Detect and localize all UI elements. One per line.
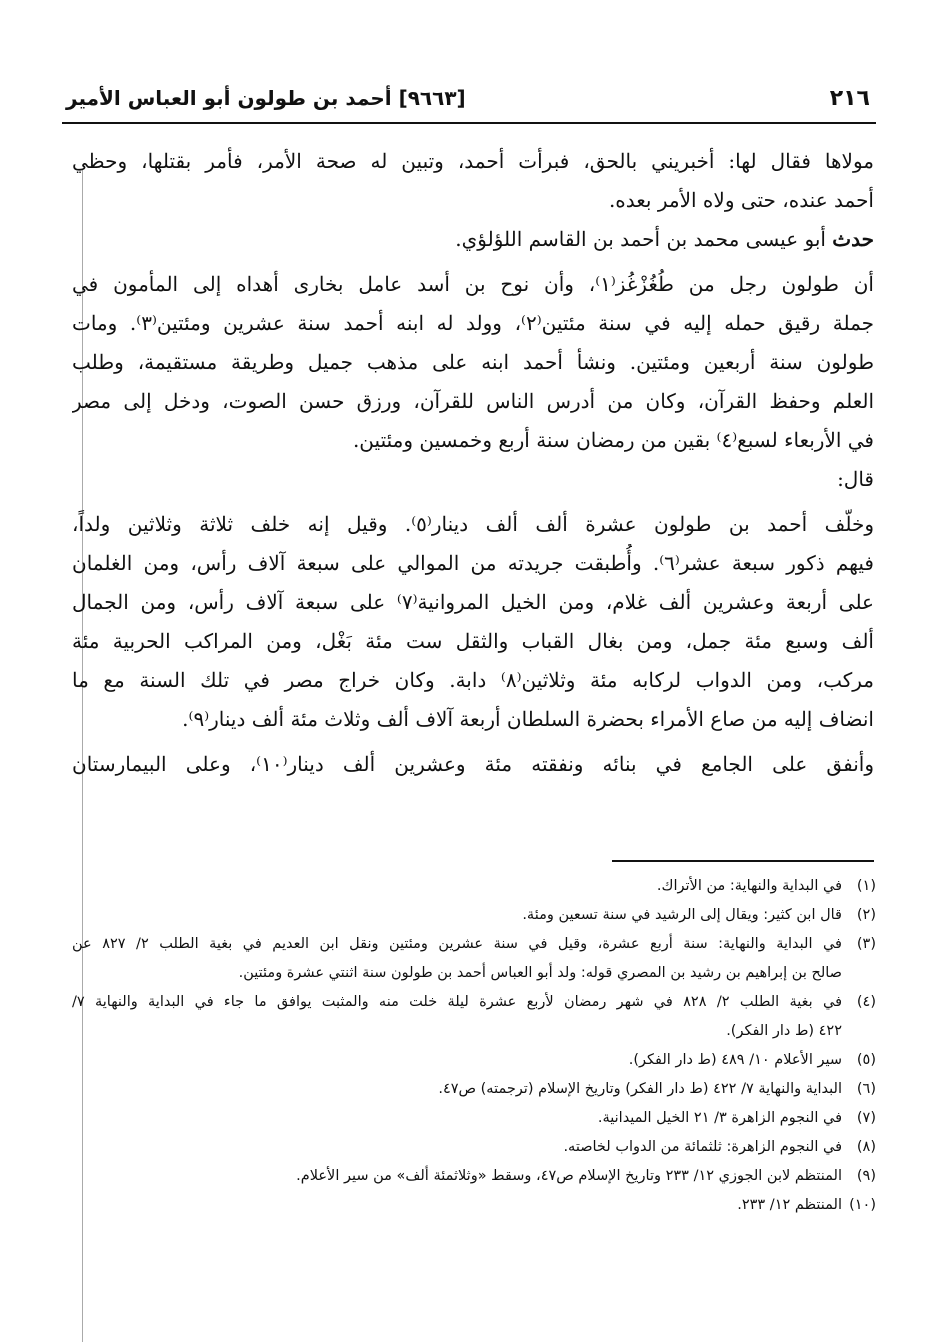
footnote-text: صالح بن إبراهيم بن رشيد بن المصري قوله: ولد أبو العباس أحمد بن طولون سنة اثنتي عشرة ومئتين. — [238, 965, 842, 981]
page-number: ٢١٦ — [829, 86, 870, 111]
footnote-8 — [72, 1133, 876, 1162]
footnote-text: في بغية الطلب ٢/ ٨٢٨ في شهر رمضان لأربع عشرة ليلة خلت منه والمثبت يوافق ما جاء في البداية والنهاية ٧/ — [72, 994, 842, 1010]
text-line: جملة رقيق حمله إليه في سنة مئتين⁽٢⁾، وولد له ابنه أحمد سنة عشرين ومئتين⁽٣⁾. ومات — [72, 311, 874, 335]
qala-line: قال: — [837, 467, 874, 491]
footnote-9 — [72, 1162, 876, 1191]
footnote-rule — [612, 860, 874, 862]
text-line: في الأربعاء لسبع⁽٤⁾ بقين من رمضان سنة أربع وخمسين ومئتين. — [352, 428, 874, 452]
footnote-text: المنتظم لابن الجوزي ١٢/ ٢٣٣ وتاريخ الإسلام ص٤٧، وسقط «وثلاثمئة ألف» من سير الأعلام. — [296, 1168, 842, 1184]
footnote-number: (٧) — [856, 1110, 876, 1126]
footnote-number: (٩) — [856, 1168, 876, 1184]
footnote-number: (١٠) — [849, 1197, 876, 1213]
paragraph-3 — [72, 505, 874, 739]
text-line: مركب، ومن الدواب لركابه مئة وثلاثين⁽٨⁾ دابة. وكان خراج مصر في تلك السنة مع ما — [72, 668, 874, 692]
header-rule — [62, 122, 876, 124]
footnote-number: (١) — [856, 878, 876, 894]
footnote-text: البداية والنهاية ٧/ ٤٢٢ (ط دار الفكر) وتاريخ الإسلام (ترجمته) ص٤٧. — [438, 1081, 842, 1097]
footnote-4 — [72, 988, 876, 1046]
running-head: [٩٦٦٣] أحمد بن طولون أبو العباس الأمير — [66, 86, 466, 110]
text-line: وأنفق على الجامع في بنائه ونفقته مئة وعشرين ألف دينار⁽١٠⁾، وعلى البيمارستان — [72, 752, 874, 776]
main-text — [72, 142, 874, 784]
footnote-text: في النجوم الزاهرة ٣/ ٢١ الخيل الميدانية. — [597, 1110, 842, 1126]
paragraph-4 — [72, 745, 874, 784]
hadith-keyword: حدث — [832, 227, 874, 251]
footnote-number: (٦) — [856, 1081, 876, 1097]
footnote-text: في البداية والنهاية: من الأتراك. — [656, 878, 842, 894]
text-line: طولون سنة أربعين ومئتين. ونشأ أحمد ابنه على مذهب جميل وطريقة مستقيمة، وطلب — [72, 350, 874, 374]
text-line: مولاها فقال لها: أخبريني بالحق، فبرأت أحمد، وتبين له صحة الأمر، فأمر بقتلها، وحظي — [72, 149, 874, 173]
footnote-7 — [72, 1104, 876, 1133]
footnotes — [72, 872, 876, 1220]
footnote-text: في البداية والنهاية: سنة أربع عشرة، وقيل في سنة عشرين ومئتين ونقل ابن العديم في بغية الطلب ٢/ ٨٢٧ عن — [72, 936, 842, 952]
text-line: ألف وسبع مئة جمل، ومن بغال القباب والثقل ست مئة بَغْل، ومن المراكب الحربية مئة — [72, 629, 874, 653]
paragraph-1 — [72, 142, 874, 220]
page-header — [62, 80, 874, 120]
footnote-number: (٣) — [856, 936, 876, 952]
hadith-narrator: أبو عيسى محمد بن أحمد بن القاسم اللؤلؤي. — [455, 227, 833, 251]
footnote-text: ٤٢٢ (ط دار الفكر). — [726, 1023, 842, 1039]
text-line: فيهم ذكور سبعة عشر⁽٦⁾. وأُطبقت جريدته من الموالي على سبعة آلاف رأس، ومن الغلمان — [72, 551, 874, 575]
paragraph-2 — [72, 265, 874, 460]
footnote-number: (٢) — [856, 907, 876, 923]
text-line: أحمد عنده، حتى ولاه الأمر بعده. — [608, 188, 874, 212]
text-line: انضاف إليه من صاع الأمراء بحضرة السلطان أربعة آلاف ألف وثلاث مئة ألف دينار⁽٩⁾. — [182, 707, 874, 731]
footnote-text: المنتظم ١٢/ ٢٣٣. — [737, 1197, 842, 1213]
footnote-text: قال ابن كثير: ويقال إلى الرشيد في سنة تسعين ومئة. — [522, 907, 842, 923]
footnote-number: (٥) — [856, 1052, 876, 1068]
footnote-number: (٨) — [856, 1139, 876, 1155]
text-line: أن طولون رجل من طُغُزْغُز⁽١⁾، وأن نوح بن أسد عامل بخارى أهداه إلى المأمون في — [72, 272, 874, 296]
hadith-chain — [72, 220, 874, 259]
footnote-5 — [72, 1046, 876, 1075]
footnote-text: سير الأعلام ١٠/ ٤٨٩ (ط دار الفكر). — [628, 1052, 842, 1068]
footnote-1 — [72, 872, 876, 901]
footnote-2 — [72, 901, 876, 930]
footnote-6 — [72, 1075, 876, 1104]
text-line: على أربعة وعشرين ألف غلام، ومن الخيل المروانية⁽٧⁾ على سبعة آلاف رأس، ومن الجمال — [72, 590, 874, 614]
footnote-number: (٤) — [856, 994, 876, 1010]
footnote-10 — [72, 1191, 876, 1220]
text-line: وخلّف أحمد بن طولون عشرة ألف ألف دينار⁽٥⁾. وقيل إنه خلف ثلاثة وثلاثين ولداً، — [72, 512, 874, 536]
footnote-text: في النجوم الزاهرة: ثلثمائة من الدواب لخاصته. — [563, 1139, 842, 1155]
text-line: العلم وحفظ القرآن، وكان من أدرس الناس للقرآن، ورزق حسن الصوت، ودخل إلى مصر — [72, 389, 874, 413]
footnote-3 — [72, 930, 876, 988]
